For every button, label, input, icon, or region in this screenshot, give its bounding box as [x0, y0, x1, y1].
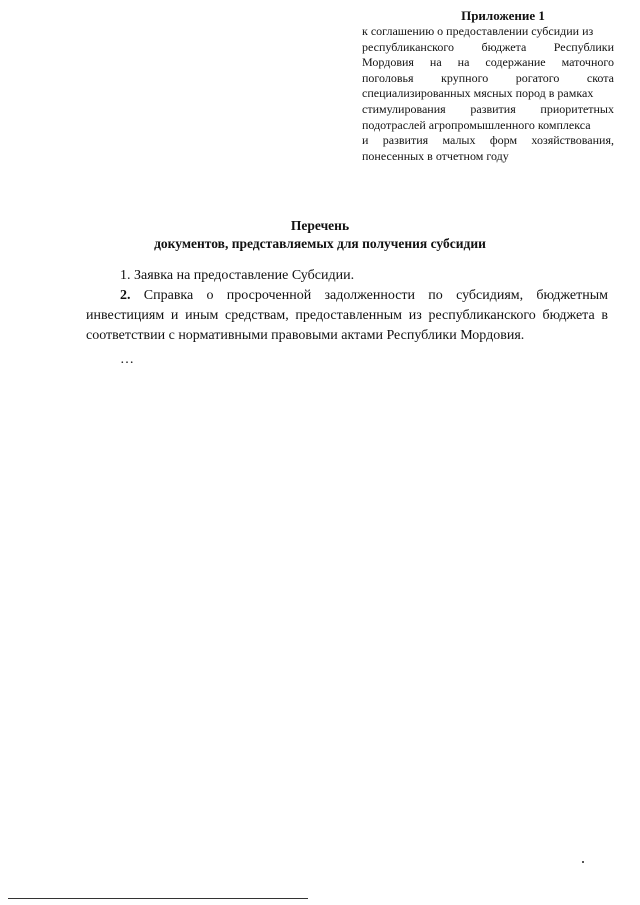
documents-list — [86, 266, 608, 346]
list-item — [86, 266, 608, 286]
appendix-title: Приложение 1 — [461, 8, 545, 23]
appendix-line: специализированных мясных пород в рамках — [362, 86, 594, 101]
list-item — [86, 286, 608, 346]
appendix-line: республиканского бюджета Республики — [362, 39, 614, 54]
document-title: Перечень — [290, 218, 350, 233]
continuation-ellipsis: … — [120, 352, 136, 367]
appendix-line: и развития малых форм хозяйствования, — [362, 133, 614, 148]
footer-rule — [8, 898, 308, 899]
scan-dot — [582, 861, 584, 863]
list-item-text: Заявка на предоставление Субсидии. — [134, 268, 355, 283]
appendix-line: к соглашению о предоставлении субсидии из — [362, 24, 594, 38]
appendix-line: Мордовия на на содержание маточного — [362, 55, 614, 70]
list-item-number: 1. — [120, 268, 131, 283]
document-subtitle: документов, представляемых для получения субсидии — [154, 236, 486, 251]
appendix-line: подотраслей агропромышленного комплекса — [362, 117, 591, 132]
appendix-line: поголовья крупного рогатого скота — [362, 70, 614, 85]
appendix-line: понесенных в отчетном году — [362, 148, 509, 163]
appendix-header — [362, 8, 614, 164]
appendix-line: стимулирования развития приоритетных — [362, 101, 614, 116]
list-item-number: 2. — [120, 288, 131, 303]
list-item-text: Справка о просроченной задолженности по субсидиям, бюджетным инвестициям и иным средствам, предоставленным из республиканского бюджета в соответствии с нормативными правовыми актами Республики Мордовия. — [86, 288, 609, 343]
